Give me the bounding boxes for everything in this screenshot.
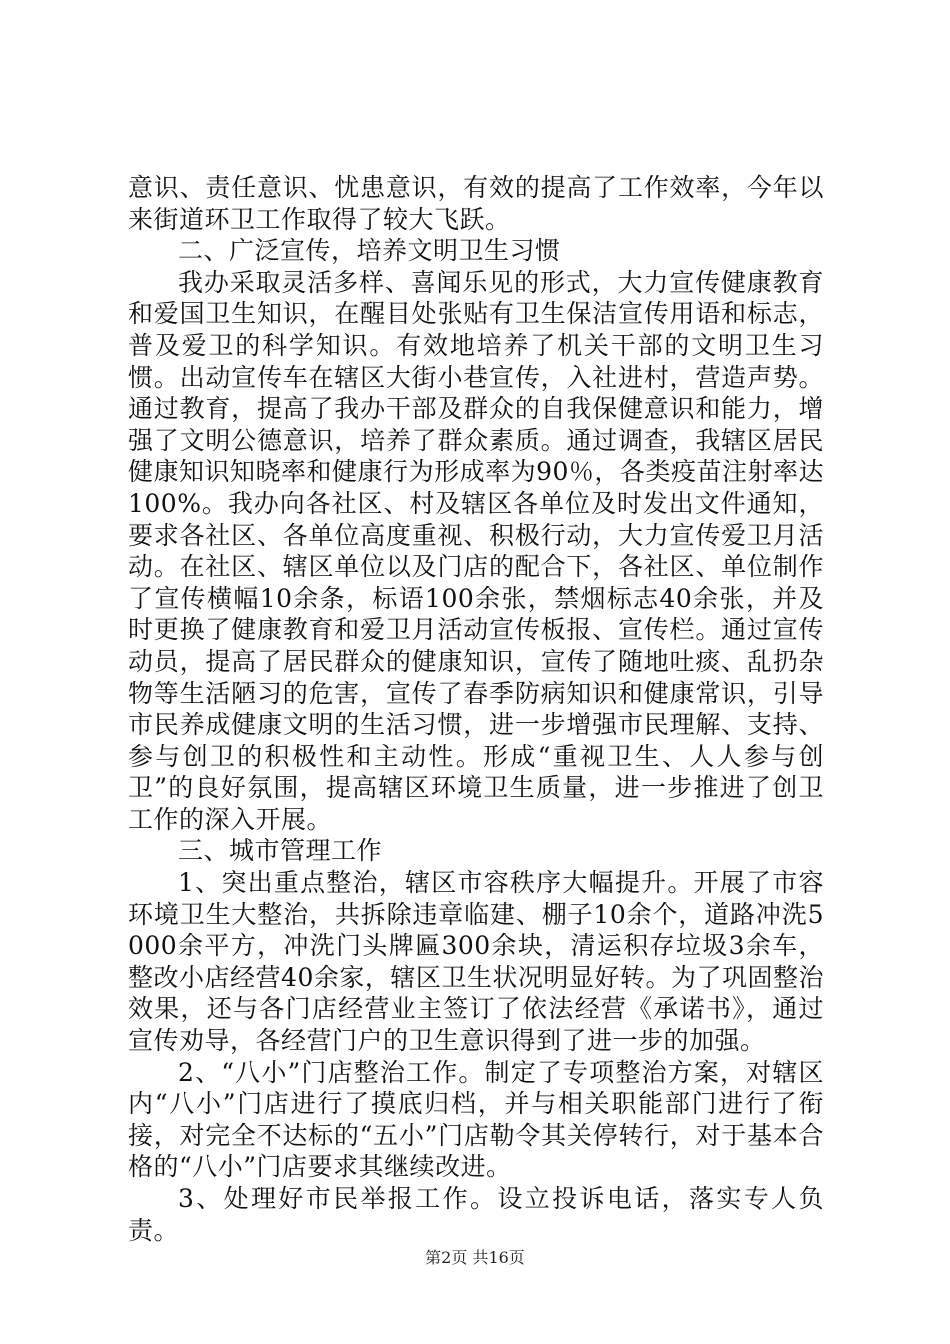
paragraph-publicity-body: 我办采取灵活多样、喜闻乐见的形式，大力宣传健康教育和爱国卫生知识，在醒目处张贴有卫生保洁宣传用语和标志，普及爱卫的科学知识。有效地培养了机关干部的文明卫生习惯。出动宣传车在辖区大街小巷宣传，入社进村，营造声势。通过教育，提高了我办干部及群众的自我保健意识和能力，增强了文明公德意识，培养了群众素质。通过调查，我辖区居民健康知识知晓率和健康行为形成率为90％，各类疫苗注射率达100%。我办向各社区、村及辖区各单位及时发出文件通知，要求各社区、各单位高度重视、积极行动，大力宣传爱卫月活动。在社区、辖区单位以及门店的配合下，各社区、单位制作了宣传横幅10余条，标语100余张，禁烟标志40余张，并及时更换了健康教育和爱卫月活动宣传板报、宣传栏。通过宣传动员，提高了居民群众的健康知识，宣传了随地吐痰、乱扔杂物等生活陋习的危害，宣传了春季防病知识和健康常识，引导市民养成健康文明的生活习惯，进一步增强市民理解、支持、参与创卫的积极性和主动性。形成“重视卫生、人人参与创卫”的良好氛围，提高辖区环境卫生质量，进一步推进了创卫工作的深入开展。 bbox=[128, 267, 824, 834]
page-number-label: 第2页 共16页 bbox=[425, 1248, 525, 1267]
paragraph-item-1: 1、突出重点整治，辖区市容秩序大幅提升。开展了市容环境卫生大整治，共拆除违章临建、棚子10余个，道路冲洗5000余平方，冲洗门头牌匾300余块，清运积存垃圾3余车，整改小店经营40余家，辖区卫生状况明显好转。为了巩固整治效果，还与各门店经营业主签订了依法经营《承诺书》，通过宣传劝导，各经营门户的卫生意识得到了进一步的加强。 bbox=[128, 868, 824, 1056]
paragraph-item-2: 2、“八小”门店整治工作。制定了专项整治方案，对辖区内“八小”门店进行了摸底归档，并与相关职能部门进行了衔接，对完全不达标的“五小”门店勒令其关停转行，对于基本合格的“八小”门店要求其继续改进。 bbox=[128, 1057, 824, 1182]
section-heading-city-management: 三、城市管理工作 bbox=[178, 836, 383, 866]
page-footer bbox=[0, 1245, 950, 1268]
paragraph-continuation: 意识、责任意识、忧患意识，有效的提高了工作效率，今年以来街道环卫工作取得了较大飞跃。 bbox=[128, 173, 824, 234]
section-heading-publicity: 二、广泛宣传，培养文明卫生习惯 bbox=[178, 236, 561, 266]
document-body bbox=[128, 172, 824, 1246]
paragraph-item-3: 3、处理好市民举报工作。设立投诉电话，落实专人负责。 bbox=[128, 1184, 824, 1245]
